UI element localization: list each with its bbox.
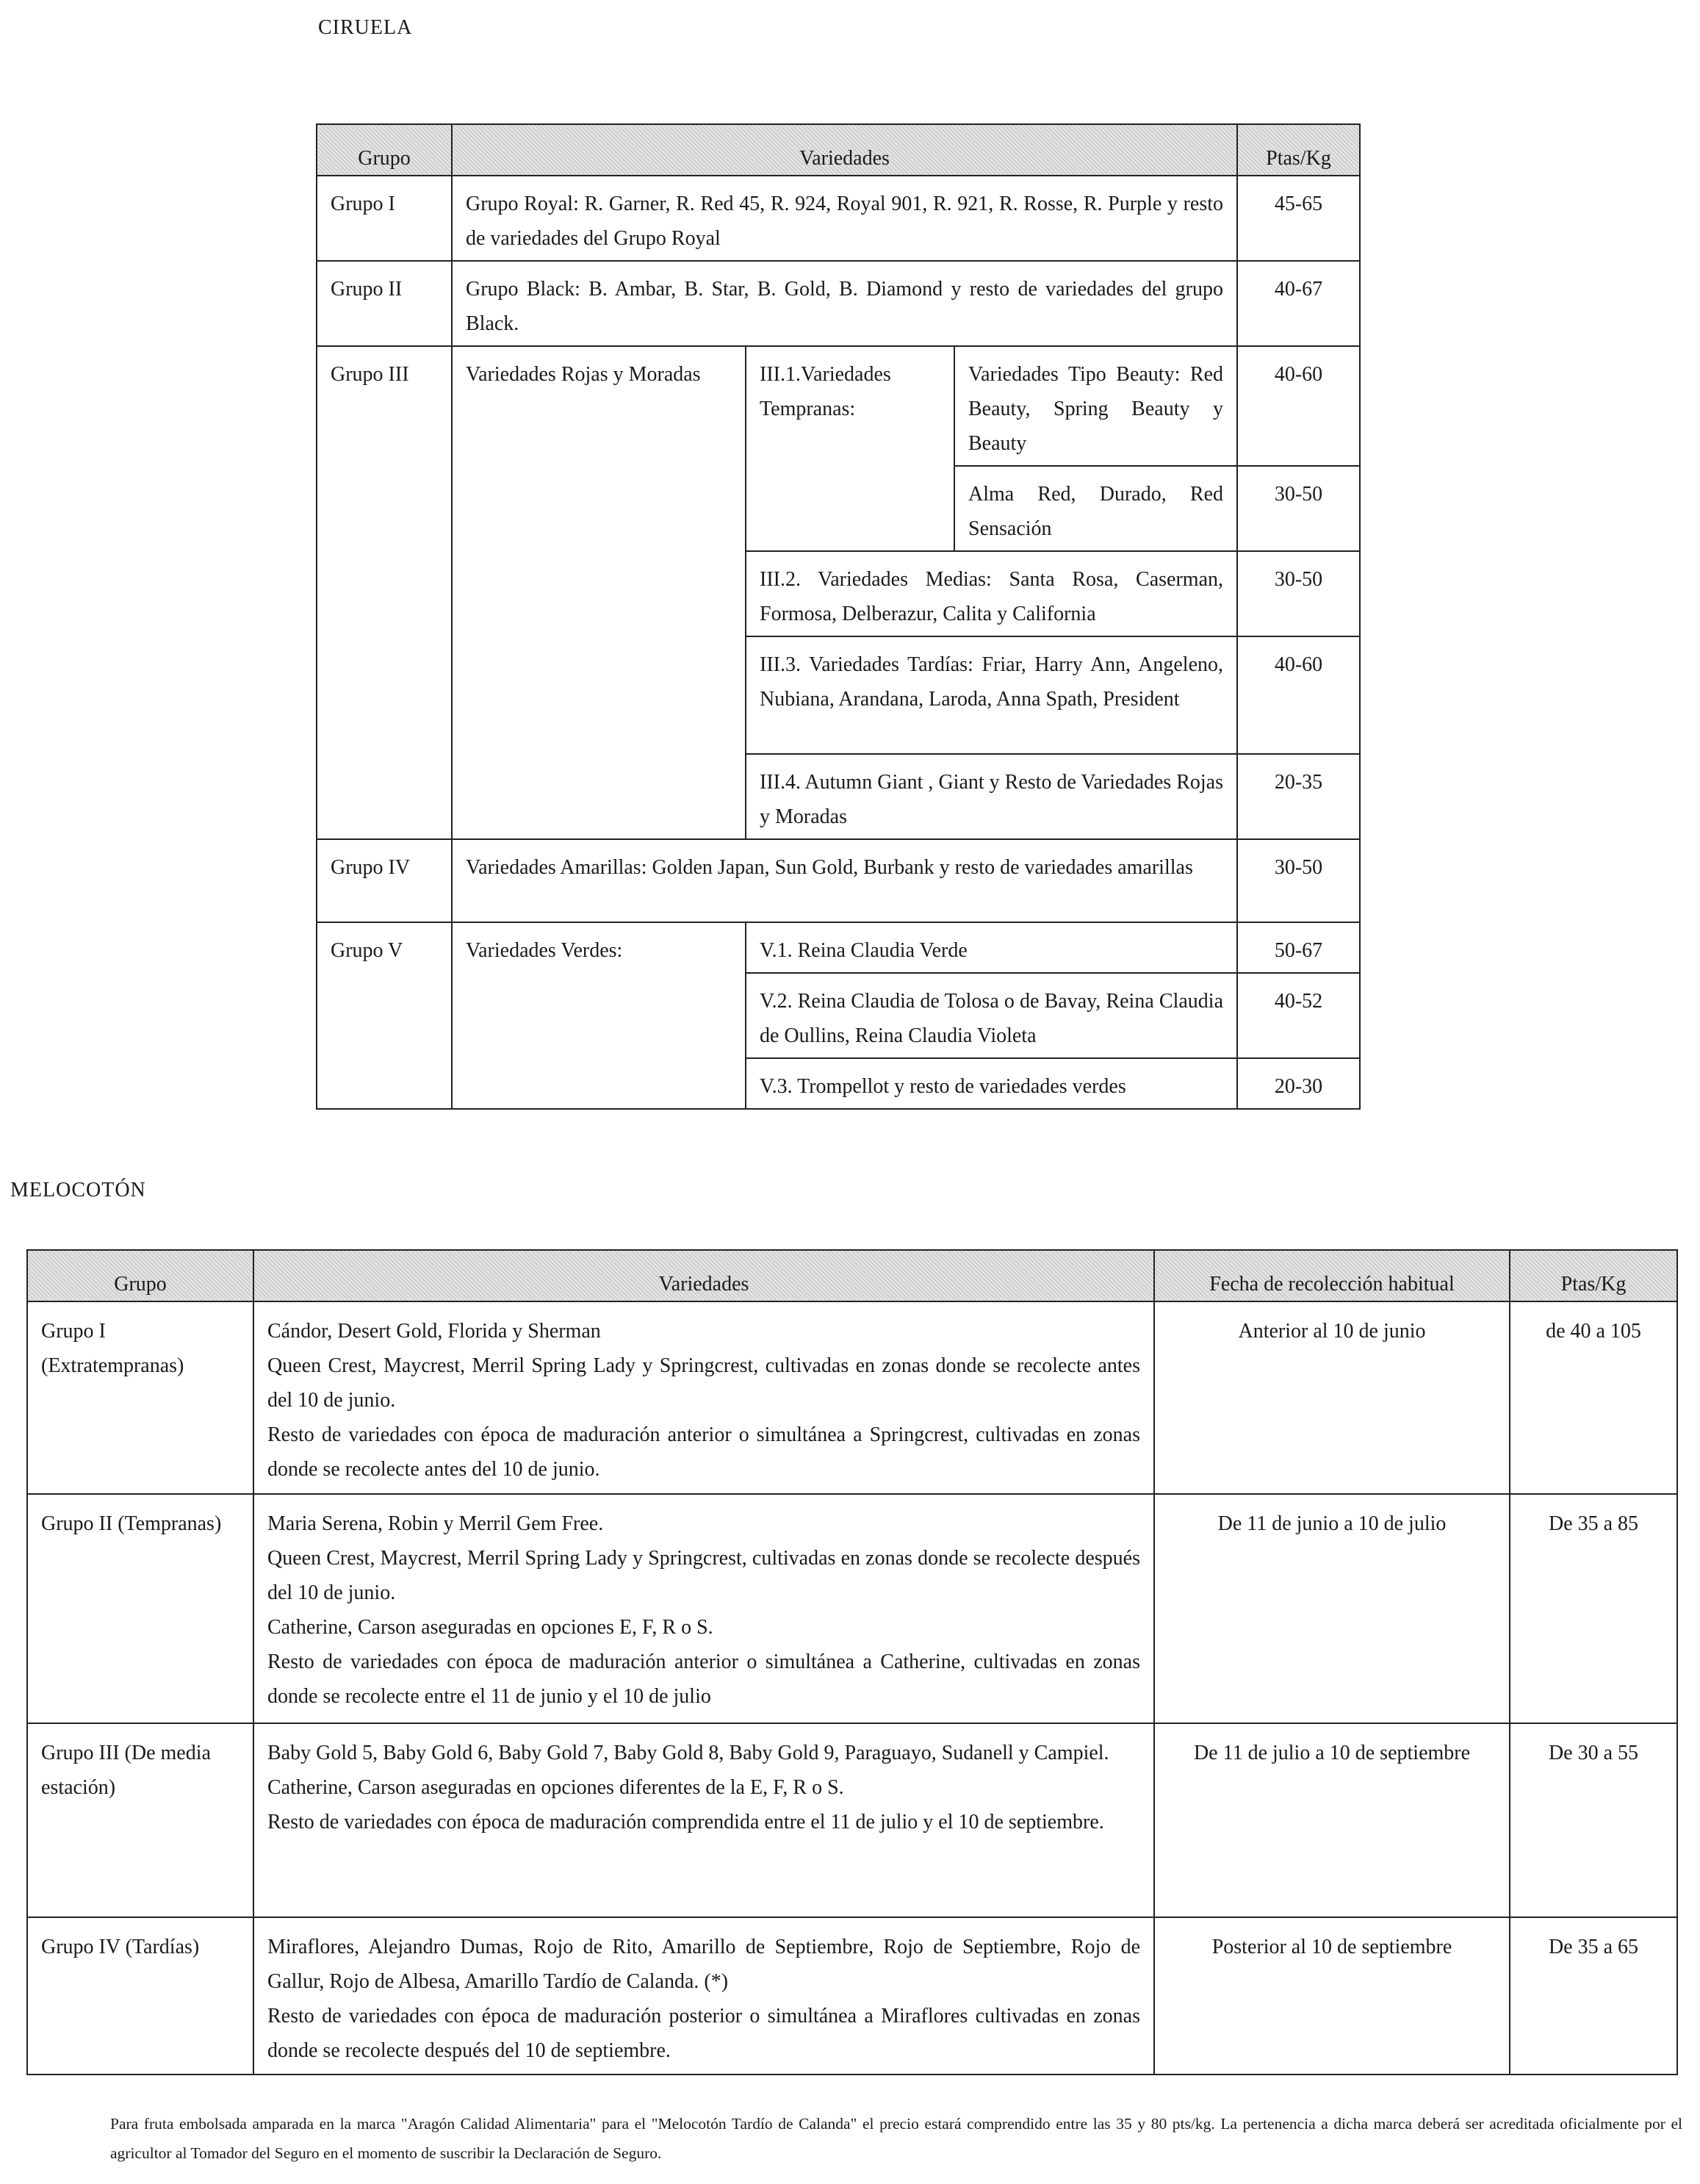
table-row	[317, 261, 1360, 346]
footnote: Para fruta embolsada amparada en la marca "Aragón Calidad Alimentaria" para el "Melocotón Tardío de Calanda" el precio estará comprendido entre las 35 y 80 pts/kg. La pertenencia a dicha marca deberá ser acreditada oficialmente por el agricultor al Tomador del Seguro en el momento de suscribir la Declaración de Seguro.	[110, 2115, 1682, 2162]
table-row	[317, 839, 1360, 922]
price-cell: 30-50	[1237, 839, 1360, 922]
table-row	[317, 346, 1360, 466]
variety-cell	[253, 1723, 1154, 1917]
header-grupo: Grupo	[27, 1250, 253, 1301]
variety-cell: V.3. Trompellot y resto de variedades verdes	[746, 1058, 1237, 1109]
fecha-cell: Anterior al 10 de junio	[1154, 1301, 1510, 1494]
variety-line: Miraflores, Alejandro Dumas, Rojo de Rito, Amarillo de Septiembre, Rojo de Septiembre, Rojo de Gallur, Rojo de Albesa, Amarillo Tardío de Calanda. (*)	[267, 1936, 1140, 1993]
header-grupo: Grupo	[317, 124, 452, 176]
variety-cell	[253, 1917, 1154, 2075]
group-cell: Grupo III (De media estación)	[27, 1723, 253, 1917]
table-row	[317, 922, 1360, 973]
subgroup-label-cell: III.1.Variedades Tempranas:	[746, 346, 954, 551]
variety-cell: Grupo Royal: R. Garner, R. Red 45, R. 924, Royal 901, R. 921, R. Rosse, R. Purple y resto de variedades del Grupo Royal	[452, 176, 1237, 261]
price-cell: De 30 a 55	[1510, 1723, 1677, 1917]
group-cell: Grupo III	[317, 346, 452, 839]
variety-cell: Variedades Amarillas: Golden Japan, Sun Gold, Burbank y resto de variedades amarillas	[452, 839, 1237, 922]
melocoton-title: MELOCOTÓN	[10, 1179, 146, 1201]
variety-cell	[253, 1301, 1154, 1494]
group-cell: Grupo IV (Tardías)	[27, 1917, 253, 2075]
header-ptas: Ptas/Kg	[1237, 124, 1360, 176]
price-cell: 50-67	[1237, 922, 1360, 973]
variety-line: Baby Gold 5, Baby Gold 6, Baby Gold 7, Baby Gold 8, Baby Gold 9, Paraguayo, Sudanell y Campiel.	[267, 1742, 1109, 1764]
header-ptas: Ptas/Kg	[1510, 1250, 1677, 1301]
header-variedades: Variedades	[253, 1250, 1154, 1301]
variety-line: Queen Crest, Maycrest, Merril Spring Lady y Springcrest, cultivadas en zonas donde se recolecte después del 10 de junio.	[267, 1547, 1140, 1604]
variety-cell: III.3. Variedades Tardías: Friar, Harry Ann, Angeleno, Nubiana, Arandana, Laroda, Anna Spath, President	[746, 636, 1237, 754]
melocoton-table	[26, 1249, 1678, 2075]
variety-line: Catherine, Carson aseguradas en opciones E, F, R o S.	[267, 1616, 713, 1639]
price-cell: 40-60	[1237, 636, 1360, 754]
ciruela-header-row	[317, 124, 1360, 176]
variety-cell: III.2. Variedades Medias: Santa Rosa, Caserman, Formosa, Delberazur, Calita y California	[746, 551, 1237, 636]
price-cell: 20-30	[1237, 1058, 1360, 1109]
price-cell: De 35 a 85	[1510, 1494, 1677, 1723]
price-cell: 45-65	[1237, 176, 1360, 261]
price-cell: 40-60	[1237, 346, 1360, 466]
fecha-cell: Posterior al 10 de septiembre	[1154, 1917, 1510, 2075]
table-row	[27, 1917, 1677, 2075]
variety-cell: III.4. Autumn Giant , Giant y Resto de Variedades Rojas y Moradas	[746, 754, 1237, 839]
variety-cell	[253, 1494, 1154, 1723]
variety-line: Queen Crest, Maycrest, Merril Spring Lady y Springcrest, cultivadas en zonas donde se recolecte antes del 10 de junio.	[267, 1354, 1140, 1412]
group-cell: Grupo I (Extratempranas)	[27, 1301, 253, 1494]
group-cell: Grupo II (Tempranas)	[27, 1494, 253, 1723]
variety-line: Resto de variedades con época de maduración anterior o simultánea a Springcrest, cultivadas en zonas donde se recolecte antes del 10 de junio.	[267, 1423, 1140, 1481]
price-cell: 30-50	[1237, 466, 1360, 551]
price-cell: 40-52	[1237, 973, 1360, 1058]
price-cell: de 40 a 105	[1510, 1301, 1677, 1494]
variety-line: Resto de variedades con época de maduración posterior o simultánea a Miraflores cultivadas en zonas donde se recolecte después del 10 de septiembre.	[267, 2005, 1140, 2062]
melocoton-header-row	[27, 1250, 1677, 1301]
variety-cell: Variedades Tipo Beauty: Red Beauty, Spring Beauty y Beauty	[954, 346, 1237, 466]
variety-line: Resto de variedades con época de maduración anterior o simultánea a Catherine, cultivadas en zonas donde se recolecte entre el 11 de junio y el 10 de julio	[267, 1650, 1140, 1708]
fecha-cell: De 11 de julio a 10 de septiembre	[1154, 1723, 1510, 1917]
variety-line: Cándor, Desert Gold, Florida y Sherman	[267, 1320, 601, 1343]
ciruela-title: CIRUELA	[318, 16, 413, 39]
price-cell: 20-35	[1237, 754, 1360, 839]
price-cell: 40-67	[1237, 261, 1360, 346]
variety-cell: V.2. Reina Claudia de Tolosa o de Bavay, Reina Claudia de Oullins, Reina Claudia Violeta	[746, 973, 1237, 1058]
header-variedades: Variedades	[452, 124, 1237, 176]
variety-line: Catherine, Carson aseguradas en opciones diferentes de la E, F, R o S.	[267, 1776, 844, 1799]
fecha-cell: De 11 de junio a 10 de julio	[1154, 1494, 1510, 1723]
table-row	[27, 1723, 1677, 1917]
variety-line: Maria Serena, Robin y Merril Gem Free.	[267, 1512, 604, 1535]
group-cell: Grupo II	[317, 261, 452, 346]
group-cell: Grupo V	[317, 922, 452, 1109]
header-fecha: Fecha de recolección habitual	[1154, 1250, 1510, 1301]
group-cell: Grupo I	[317, 176, 452, 261]
variety-cell: Grupo Black: B. Ambar, B. Star, B. Gold, B. Diamond y resto de variedades del grupo Black.	[452, 261, 1237, 346]
table-row	[27, 1494, 1677, 1723]
table-row	[27, 1301, 1677, 1494]
price-cell: De 35 a 65	[1510, 1917, 1677, 2075]
variety-cell: V.1. Reina Claudia Verde	[746, 922, 1237, 973]
variety-cell: Alma Red, Durado, Red Sensación	[954, 466, 1237, 551]
table-row	[317, 176, 1360, 261]
ciruela-table	[316, 123, 1361, 1110]
variety-desc-cell: Variedades Rojas y Moradas	[452, 346, 746, 839]
price-cell: 30-50	[1237, 551, 1360, 636]
variety-line: Resto de variedades con época de maduración comprendida entre el 11 de julio y el 10 de septiembre.	[267, 1811, 1104, 1833]
variety-desc-cell: Variedades Verdes:	[452, 922, 746, 1109]
group-cell: Grupo IV	[317, 839, 452, 922]
